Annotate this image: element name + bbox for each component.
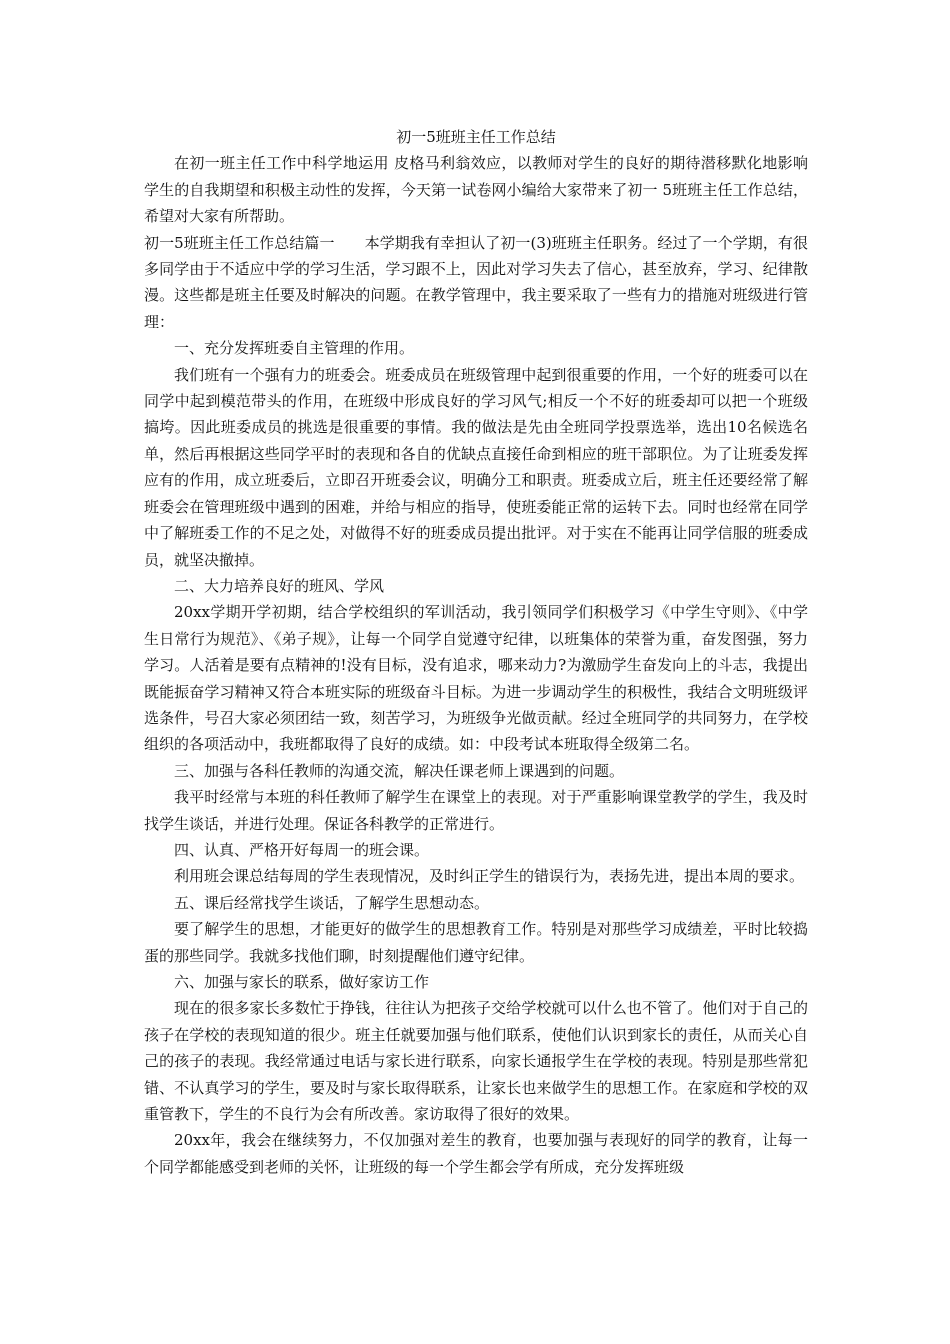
section-heading-1: 一、充分发挥班委自主管理的作用。	[174, 339, 415, 358]
document-title: 初一5班班主任工作总结	[396, 128, 556, 146]
section-heading-5: 五、课后经常找学生谈话，了解学生思想动态。	[174, 893, 490, 912]
section-body-1: 我们班有一个强有力的班委会。班委成员在班级管理中起到很重要的作用，一个好的班委可以在同学中起到模范带头的作用，在班级中形成良好的学习风气;相反一个不好的班委却可以把一个班级搞垮。因此班委成员的挑选是很重要的事情。我的做法是先由全班同学投票选举，选出10名候选名单，然后再根据这些同学平时的表现和各自的优缺点直接任命到相应的班干部职位。为了让班委发挥应有的作用，成立班委后，立即召开班委会议，明确分工和职责。班委成立后，班主任还要经常了解班委会在管理班级中遇到的困难，并给与相应的指导，使班委能正常的运转下去。同时也经常在同学中了解班委工作的不足之处，对做得不好的班委成员提出批评。对于实在不能再让同学信服的班委成员，就坚决撤掉。	[144, 365, 808, 569]
section-heading-3: 三、加强与各科任教师的沟通交流，解决任课老师上课遇到的问题。	[174, 761, 625, 780]
closing-paragraph: 20xx年，我会在继续努力，不仅加强对差生的教育，也要加强与表现好的同学的教育，让每一个同学都能感受到老师的关怀，让班级的每一个学生都会学有所成，充分发挥班级	[144, 1131, 808, 1176]
section-body-2: 20xx学期开学初期，结合学校组织的军训活动，我引领同学们积极学习《中学生守则》、《中学生日常行为规范》、《弟子规》，让每一个同学自觉遵守纪律，以班集体的荣誉为重，奋发图强，努力学习。人活着是要有点精神的!没有目标，没有追求，哪来动力?为激励学生奋发向上的斗志，我提出既能振奋学习精神又符合本班实际的班级奋斗目标。为进一步调动学生的积极性，我结合文明班级评选条件，号召大家必须团结一致，刻苦学习，为班级争光做贡献。经过全班同学的共同努力，在学校组织的各项活动中，我班都取得了良好的成绩。如：中段考试本班取得全级第二名。	[144, 603, 808, 754]
section-body-3: 我平时经常与本班的科任教师了解学生在课堂上的表现。对于严重影响课堂教学的学生，我及时找学生谈话，并进行处理。保证各科教学的正常进行。	[144, 788, 808, 833]
section-body-6: 现在的很多家长多数忙于挣钱，往往认为把孩子交给学校就可以什么也不管了。他们对于自己的孩子在学校的表现知道的很少。班主任就要加强与他们联系，使他们认识到家长的责任，从而关心自己的孩子的表现。我经常通过电话与家长进行联系，向家长通报学生在学校的表现。特别是那些常犯错、不认真学习的学生，要及时与家长取得联系，让家长也来做学生的思想工作。在家庭和学校的双重管教下，学生的不良行为会有所改善。家访取得了很好的效果。	[144, 999, 808, 1124]
section-heading-4: 四、认真、严格开好每周一的班会课。	[174, 840, 430, 859]
article-opening-paragraph: 初一5班班主任工作总结篇一 本学期我有幸担认了初一(3)班班主任职务。经过了一个学期，有很多同学由于不适应中学的学习生活，学习跟不上，因此对学习失去了信心，甚至放弃，学习、纪律散漫。这些都是班主任要及时解决的问题。在教学管理中，我主要采取了一些有力的措施对班级进行管理：	[144, 233, 808, 331]
intro-paragraph: 在初一班主任工作中科学地运用 皮格马利翁效应，以教师对学生的良好的期待潜移默化地影响学生的自我期望和积极主动性的发挥，今天第一试卷网小编给大家带来了初一 5班班主任工作总结，希望对大家有所帮助。	[144, 154, 808, 226]
section-body-5: 要了解学生的思想，才能更好的做学生的思想教育工作。特别是对那些学习成绩差，平时比较捣蛋的那些同学。我就多找他们聊，时刻提醒他们遵守纪律。	[144, 920, 808, 965]
section-heading-2: 二、大力培养良好的班风、学风	[174, 576, 385, 595]
section-body-4: 利用班会课总结每周的学生表现情况，及时纠正学生的错误行为，表扬先进，提出本周的要求。	[174, 867, 805, 886]
section-heading-6: 六、加强与家长的联系，做好家访工作	[174, 973, 430, 991]
document-page	[144, 124, 808, 1180]
